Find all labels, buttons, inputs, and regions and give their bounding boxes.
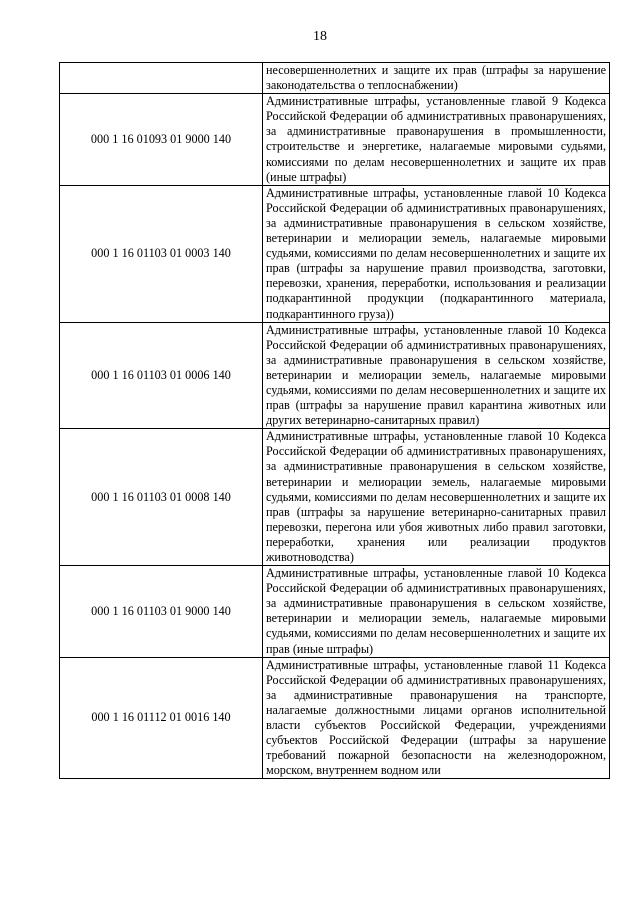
table-row [60,566,610,658]
table-row [60,63,610,94]
description-cell: несовершеннолетних и защите их прав (штрафы за нарушение законодательства о теплоснабжении) [263,63,610,94]
code-cell: 000 1 16 01103 01 0008 140 [60,429,263,566]
description-cell: Административные штрафы, установленные главой 10 Кодекса Российской Федерации об административных правонарушениях, за административные правонарушения в сельском хозяйстве, ветеринарии и мелиорации земель, налагаемые мировыми судьями, комиссиями по делам несовершеннолетних и защите их прав (штрафы за нарушение правил карантина животных или других ветеринарно-санитарных правил) [263,322,610,429]
description-cell: Административные штрафы, установленные главой 11 Кодекса Российской Федерации об административных правонарушениях, за административные правонарушения на транспорте, налагаемые должностными лицами органов исполнительной власти субъектов Российской Федерации, учреждениями субъектов Российской Федерации (штрафы за нарушение требований пожарной безопасности на железнодорожном, морском, внутреннем водном или [263,657,610,779]
table-row [60,94,610,186]
budget-codes-table [59,62,610,779]
code-cell: 000 1 16 01103 01 0003 140 [60,185,263,322]
page-number: 18 [313,29,327,44]
description-cell: Административные штрафы, установленные главой 10 Кодекса Российской Федерации об административных правонарушениях, за административные правонарушения в сельском хозяйстве, ветеринарии и мелиорации земель, налагаемые мировыми судьями, комиссиями по делам несовершеннолетних и защите их прав (штрафы за нарушение правил производства, заготовки, перевозки, хранения, переработки, использования и реализации подкарантинной продукции (подкарантинного материала, подкарантинного груза)) [263,185,610,322]
table-row [60,429,610,566]
code-cell: 000 1 16 01112 01 0016 140 [60,657,263,779]
code-cell: 000 1 16 01103 01 0006 140 [60,322,263,429]
table-row [60,185,610,322]
table-row [60,322,610,429]
code-cell: 000 1 16 01103 01 9000 140 [60,566,263,658]
code-cell: 000 1 16 01093 01 9000 140 [60,94,263,186]
description-cell: Административные штрафы, установленные главой 10 Кодекса Российской Федерации об административных правонарушениях, за административные правонарушения в сельском хозяйстве, ветеринарии и мелиорации земель, налагаемые мировыми судьями, комиссиями по делам несовершеннолетних и защите их прав (иные штрафы) [263,566,610,658]
description-cell: Административные штрафы, установленные главой 10 Кодекса Российской Федерации об административных правонарушениях, за административные правонарушения в сельском хозяйстве, ветеринарии и мелиорации земель, налагаемые мировыми судьями, комиссиями по делам несовершеннолетних и защите их прав (штрафы за нарушение ветеринарно-санитарных правил перевозки, перегона или убоя животных либо правил заготовки, переработки, хранения или реализации продуктов животноводства) [263,429,610,566]
description-cell: Административные штрафы, установленные главой 9 Кодекса Российской Федерации об административных правонарушениях, за административные правонарушения в промышленности, строительстве и энергетике, налагаемые мировыми судьями, комиссиями по делам несовершеннолетних и защите их прав (иные штрафы) [263,94,610,186]
table-row [60,657,610,779]
code-cell [60,63,263,94]
